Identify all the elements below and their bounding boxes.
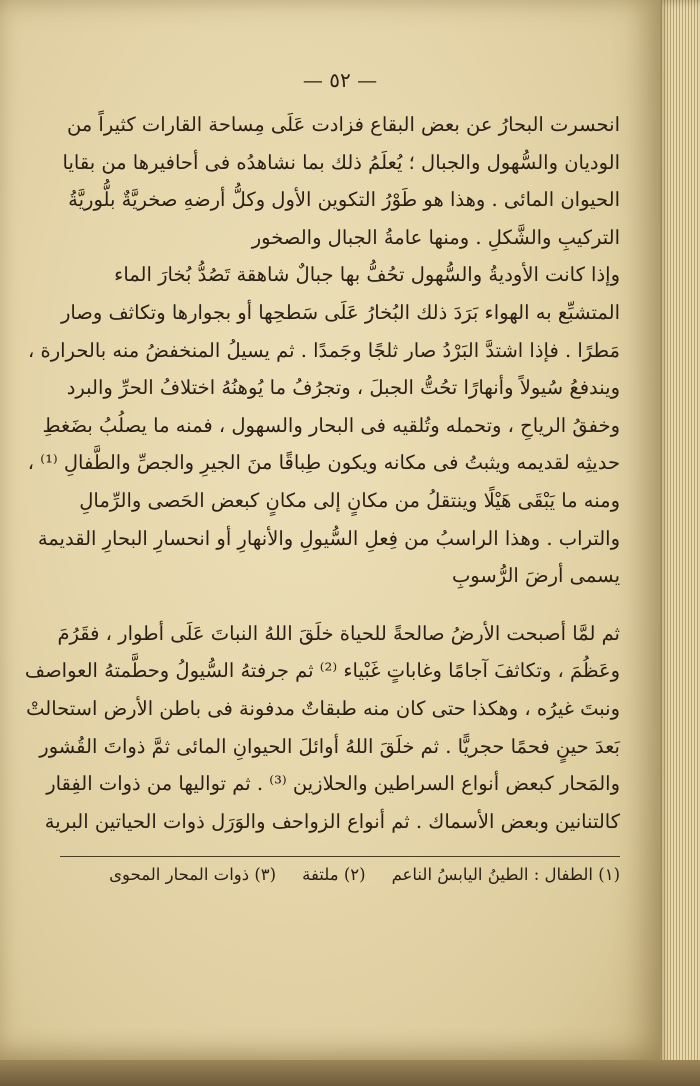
text-line: المتشبِّع به الهواء بَرَدَ ذلك البُخارُ عَلَى سَطحِها أو بجوارها وتكاثف وصار	[60, 300, 620, 324]
text-line: مَطرًا . فإذا اشتدَّ البَرْدُ صار ثلجًا وجَمدًا . ثم يسيلُ المنخفضُ منه بالحرارة ،	[28, 338, 620, 362]
paragraph-2	[27, 256, 620, 594]
text-line: ويندفعُ سُيولاً وأنهارًا تحُتُّ الجبلَ ، وتجرُفُ ما يُوهنُهُ اختلافُ الحرِّ والبرد	[66, 376, 620, 400]
text-line: والمَحار كبعض أنواع السراطين والحلازين ⁽³⁾ . ثم تواليها من ذوات الفِقار	[46, 772, 620, 796]
text-block	[24, 68, 620, 885]
page-bottom-shadow	[0, 1060, 700, 1086]
footnote-divider	[60, 856, 620, 857]
text-line: التركيبِ والشَّكلِ . ومنها عامةُ الجبال والصخور	[251, 225, 620, 249]
text-line: كالتنانين وبعض الأسماك . ثم أنواع الزواحف والوَرَل ذوات الحياتين البرية	[44, 809, 620, 833]
paragraph-1	[60, 106, 620, 256]
page-edges	[656, 0, 700, 1086]
text-line: والتراب . وهذا الراسبُ من فِعلِ السُّيولِ والأنهارِ أو انحسارِ البحارِ القديمة	[37, 526, 620, 550]
text-line: ومنه ما يَبْقَى هَيْلًا وينتقلُ من مكانٍ إلى مكانٍ كبعض الحَصى والرِّمالِ	[79, 488, 620, 512]
text-line: بَعدَ حينٍ فحمًا حجريًّا . ثم خلَقَ اللهُ أوائلَ الحيوانِ المائى ثمَّ ذواتَ القُشور	[39, 734, 620, 758]
page-number: — ٥٢ —	[302, 68, 378, 92]
text-line: ونبتَ غيرُه ، وهكذا حتى كان منه طبقاتٌ مدفونة فى باطن الأرض استحالتْ	[26, 696, 620, 720]
footnote-1: (١) الطفال : الطينُ اليابسُ الناعم	[391, 865, 620, 885]
footnote-2: (٢) ملتفة	[302, 865, 366, 885]
text-line: حديثِه لقديمه ويثبتُ فى مكانه ويكون طِباقًا منَ الجيرِ والجصِّ والطَّفالِ ⁽¹⁾ ،	[27, 451, 620, 475]
text-line: وعَظُمَ ، وتكاثفَ آجامًا وغاباتٍ غَبْياء ⁽²⁾ ثم جرفتهُ السُّيولُ وحطَّمتهُ العواصف	[24, 659, 620, 683]
paragraph-3	[24, 615, 620, 841]
text-line: انحسرت البحارُ عن بعض البقاع فزادت عَلَى مِساحة القارات كثيراً من	[66, 113, 620, 136]
footnotes	[60, 865, 620, 884]
text-line: الحيوان المائى . وهذا هو طَوْرُ التكوين الأول وكلُّ أرضهِ صخريَّةٌ بلُّوريَّةُ	[68, 188, 620, 212]
footnote-3: (٣) ذوات المحار المحوى	[109, 865, 277, 885]
text-line: وخفقُ الرياحِ ، وتحمله وتُلقيه فى البحار والسهول ، فمنه ما يصلُبُ بضَغطِ	[42, 413, 620, 437]
text-line: ثم لمَّا أصبحت الأرضُ صالحةً للحياة خلَقَ اللهُ النباتَ عَلَى أطوار ، فقَرُمَ	[57, 621, 620, 645]
text-line: وإذا كانت الأوديةُ والسُّهول تحُفُّ بها جبالٌ شاهقة تَصُدُّ بُخارَ الماء	[114, 263, 620, 287]
text-line: الوديان والسُّهول والجبال ؛ يُعلَمُ ذلك بما نشاهدُه فى أحافيرها من بقايا	[62, 150, 620, 174]
text-line: يسمى أرضَ الرُّسوبِ	[451, 564, 620, 588]
